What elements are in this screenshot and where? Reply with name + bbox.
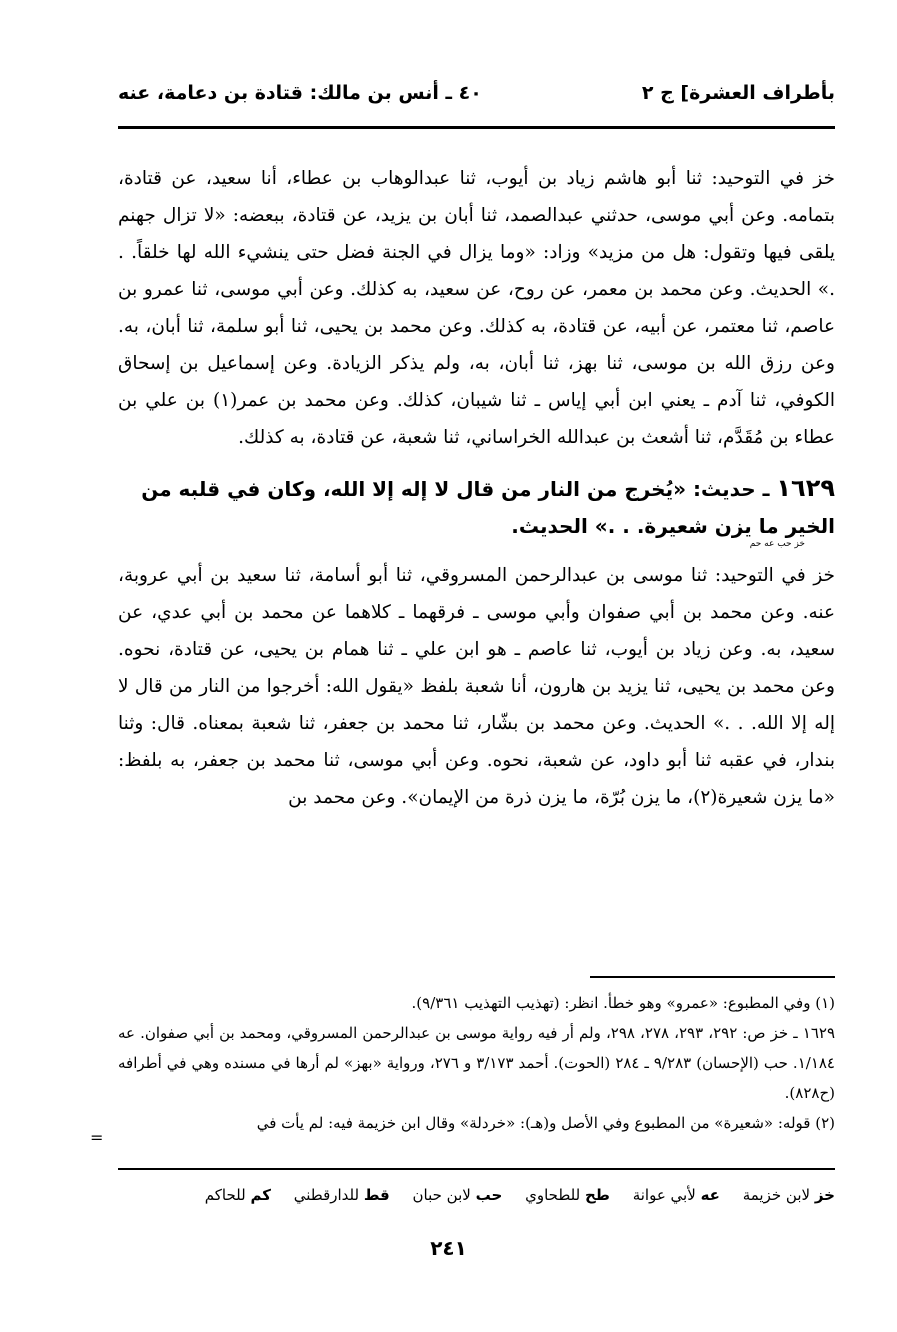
sigla-item: خز لابن خزيمة [742,1186,835,1204]
header-rule [118,126,835,129]
header-book-title: بأطراف العشرة] ج ٢ [641,82,835,104]
sigla-item: طح للطحاوي [525,1186,610,1204]
sigla-item: عه لأبي عوانة [632,1186,720,1204]
sigla-item: قط للدارقطني [293,1186,390,1204]
hadith-text: ـ حديث: «يُخرج من النار من قال لا إله إلا الله، وكان في قلبه من الخير ما يزن شعيرة. . .» الحديث. [141,477,835,538]
footnote-1: (١) وفي المطبوع: «عمرو» وهو خطأ. انظر: (تهذيب التهذيب ٩/٣٦١). [411,994,835,1012]
paragraph-2: خز في التوحيد: ثنا موسى بن عبدالرحمن المسروقي، ثنا أبو أسامة، ثنا سعيد بن أبي عروبة، عنه. وعن محمد بن أبي صفوان وأبي موسى ـ فرقهما ـ كلاهما عن محمد بن أبي عدي، عن سعيد، به. وعن زياد بن أيوب، ثنا عاصم ـ هو ابن علي ـ ثنا همام بن يحيى، عن قتادة، نحوه. وعن محمد بن يحيى، ثنا يزيد بن هارون، أنا شعبة بلفظ «يقول الله: أخرجوا من النار من قال لا إله إلا الله. . .» الحديث. وعن محمد بن بشّار، ثنا محمد بن جعفر، ثنا شعبة بمعناه. قال: وثنا بندار، في عقبه ثنا أبو داود، عن شعبة، نحوه. وعن أبي موسى، ثنا محمد بن جعفر، به بلفظ: «ما يزن شعيرة(٢)، ما يزن بُرّة، ما يزن ذرة من الإيمان». وعن محمد بن [118,565,835,808]
main-text [118,160,835,816]
page-number: ٢٤١ [430,1236,467,1260]
footnote-continuation-mark: = [90,1128,104,1147]
footnote-1629: ١٦٢٩ ـ خز ص: ٢٩٢، ٢٩٣، ٢٧٨، ٢٩٨، ولم أر فيه رواية موسى بن عبدالرحمن المسروقي، ومحمد بن أبي صفوان. عه ١/١٨٤. حب (الإحسان) ٩/٢٨٣ ـ ٢٨٤ (الحوت). أحمد ٣/١٧٣ و ٢٧٦، ورواية «بهز» لم أرها في مسنده وهي في أطرافه (ح٨٢٨). [118,1024,836,1102]
header-section-title: ٤٠ ـ أنس بن مالك: قتادة بن دعامة، عنه [118,82,482,104]
sigla-item: كم للحاكم [204,1186,271,1204]
footnotes [118,988,835,1138]
paragraph-1: خز في التوحيد: ثنا أبو هاشم زياد بن أيوب، ثنا عبدالوهاب بن عطاء، أنا سعيد، عن قتادة، بتمامه. وعن أبي موسى، حدثني عبدالصمد، ثنا أبان بن يزيد، عن قتادة، ببعضه: «لا تزال جهنم يلقى فيها وتقول: هل من مزيد» وزاد: «وما يزال في الجنة فضل حتى ينشيء الله لها خلقاً. . .» الحديث. وعن محمد بن معمر، عن روح، عن سعيد، به كذلك. وعن أبي موسى، ثنا عمرو بن عاصم، ثنا معتمر، عن أبيه، عن قتادة، به كذلك. وعن محمد بن يحيى، ثنا أبو سلمة، ثنا أبان، به. وعن رزق الله بن موسى، ثنا بهز، ثنا أبان، به، ولم يذكر الزيادة. وعن إسماعيل بن إسحاق الكوفي، ثنا آدم ـ يعني ابن أبي إياس ـ ثنا شيبان، كذلك. وعن محمد بن عمر(١) بن علي بن عطاء بن مُقَدَّم، ثنا أشعث بن عبدالله الخراساني، ثنا شعبة، عن قتادة، به كذلك. [118,168,836,448]
hadith-number: ١٦٢٩ [776,474,835,502]
footnote-2: (٢) قوله: «شعيرة» من المطبوع وفي الأصل و(هـ): «خردلة» وقال ابن خزيمة فيه: لم يأت في [256,1114,835,1132]
sigla-legend [187,1186,835,1204]
sigla-rule [118,1168,835,1170]
footnote-rule [590,976,835,978]
hadith-sigla: خز حب عه حم [749,539,805,549]
running-header [118,82,835,112]
hadith-entry [118,470,835,549]
sigla-item: حب لابن حبان [412,1186,503,1204]
